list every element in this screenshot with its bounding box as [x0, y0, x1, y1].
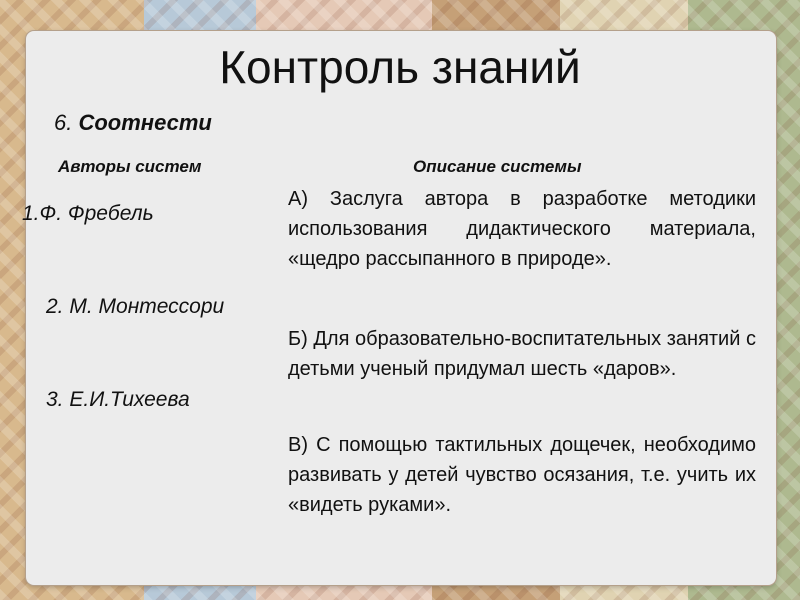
author-item-2 [46, 295, 224, 319]
task-heading [54, 110, 212, 136]
author-number: 3. [46, 388, 64, 411]
author-name: Ф. Фребель [39, 202, 154, 225]
description-b: Б) Для образовательно-воспитательных занятий с детьми ученый придумал шесть «даров». [288, 328, 756, 380]
description-c: В) С помощью тактильных дощечек, необходимо развивать у детей чувство осязания, т.е. учить их «видеть руками». [288, 434, 756, 516]
author-name: М. Монтессори [69, 295, 225, 318]
author-item-3 [46, 388, 190, 412]
authors-column-header: Авторы систем [58, 157, 202, 176]
task-number: 6. [54, 110, 73, 135]
author-item-1 [22, 202, 154, 226]
description-a: А) Заслуга автора в разработке методики использования дидактического материала, «щедро рассыпанного в природе». [288, 188, 756, 270]
descriptions-column-header: Описание системы [413, 157, 582, 176]
slide-title: Контроль знаний [219, 41, 581, 93]
author-number: 2. [46, 295, 64, 318]
author-number: 1. [22, 202, 40, 225]
task-instruction: Соотнести [78, 110, 212, 135]
author-name: Е.И.Тихеева [69, 388, 190, 411]
